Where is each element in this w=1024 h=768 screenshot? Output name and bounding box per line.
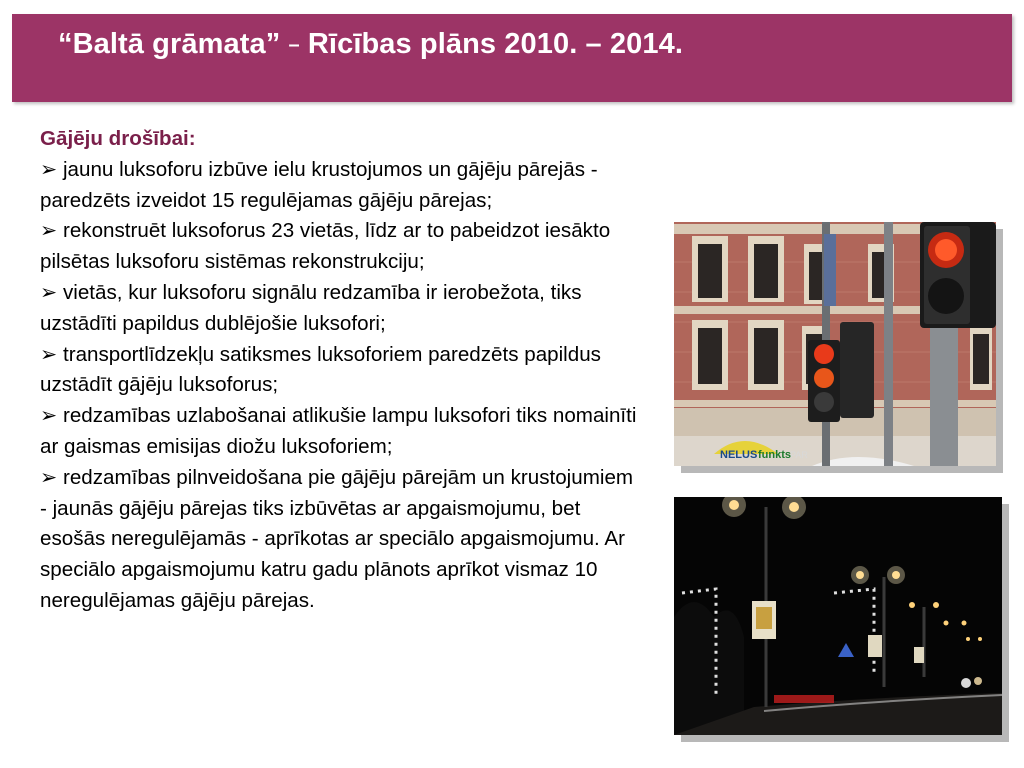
shop-sign-text-3: PAR xyxy=(790,450,808,460)
title-bar xyxy=(12,14,1012,102)
bullet-text: vietās, kur luksoforu signālu redzamība ir ierobežota, tiks uzstādīti papildus dublējošie luksofori; xyxy=(40,280,582,335)
bullet-item xyxy=(40,463,640,617)
bullet-item xyxy=(40,401,640,463)
content-block xyxy=(40,124,640,617)
shop-sign-text: NELUS xyxy=(720,449,758,461)
shop-sign-text-2: funkts xyxy=(758,449,791,461)
bullet-text: transportlīdzekļu satiksmes luksoforiem paredzēts papildus uzstādīt gājēju luksoforus; xyxy=(40,342,601,397)
bullet-text: redzamības pilnveidošana pie gājēju pārejām un krustojumiem - jaunās gājēju pārejas tiks izbūvētas ar apgaismojumu, bet esošās neregulējamās - aprīkotas ar speciālo apgaismojumu. Ar speciālo apgaismojumu katru gadu plānots aprīkot vismaz 10 neregulējamas gājēju pārejas. xyxy=(40,465,634,612)
bullet-text: redzamības uzlabošanai atlikušie lampu luksofori tiks nomainīti ar gaismas emisijas diožu luksoforiem; xyxy=(40,404,637,458)
bullet-item xyxy=(40,278,640,340)
title-main: “Baltā grāmata” xyxy=(58,28,281,60)
title-dash: – xyxy=(288,34,300,56)
bullet-item xyxy=(40,340,640,402)
bullet-item xyxy=(40,155,640,217)
slide-title xyxy=(58,28,683,61)
title-rest: Rīcības plāns 2010. – 2014. xyxy=(307,28,683,60)
traffic-lights-photo xyxy=(674,222,996,466)
night-street-photo xyxy=(674,497,1002,735)
night-street-illustration xyxy=(674,497,1002,735)
traffic-lights-illustration xyxy=(674,222,996,466)
section-heading: Gājēju drošībai: xyxy=(40,127,196,150)
bullet-text: jaunu luksoforu izbūve ielu krustojumos un gājēju pārejās - paredzēts izveidot 15 regulējamas gājēju pārejas; xyxy=(40,157,598,212)
bullet-item xyxy=(40,216,640,278)
bullet-text: rekonstruēt luksoforus 23 vietās, līdz ar to pabeidzot iesākto pilsētas luksoforu sistēmas rekonstrukciju; xyxy=(40,219,611,274)
